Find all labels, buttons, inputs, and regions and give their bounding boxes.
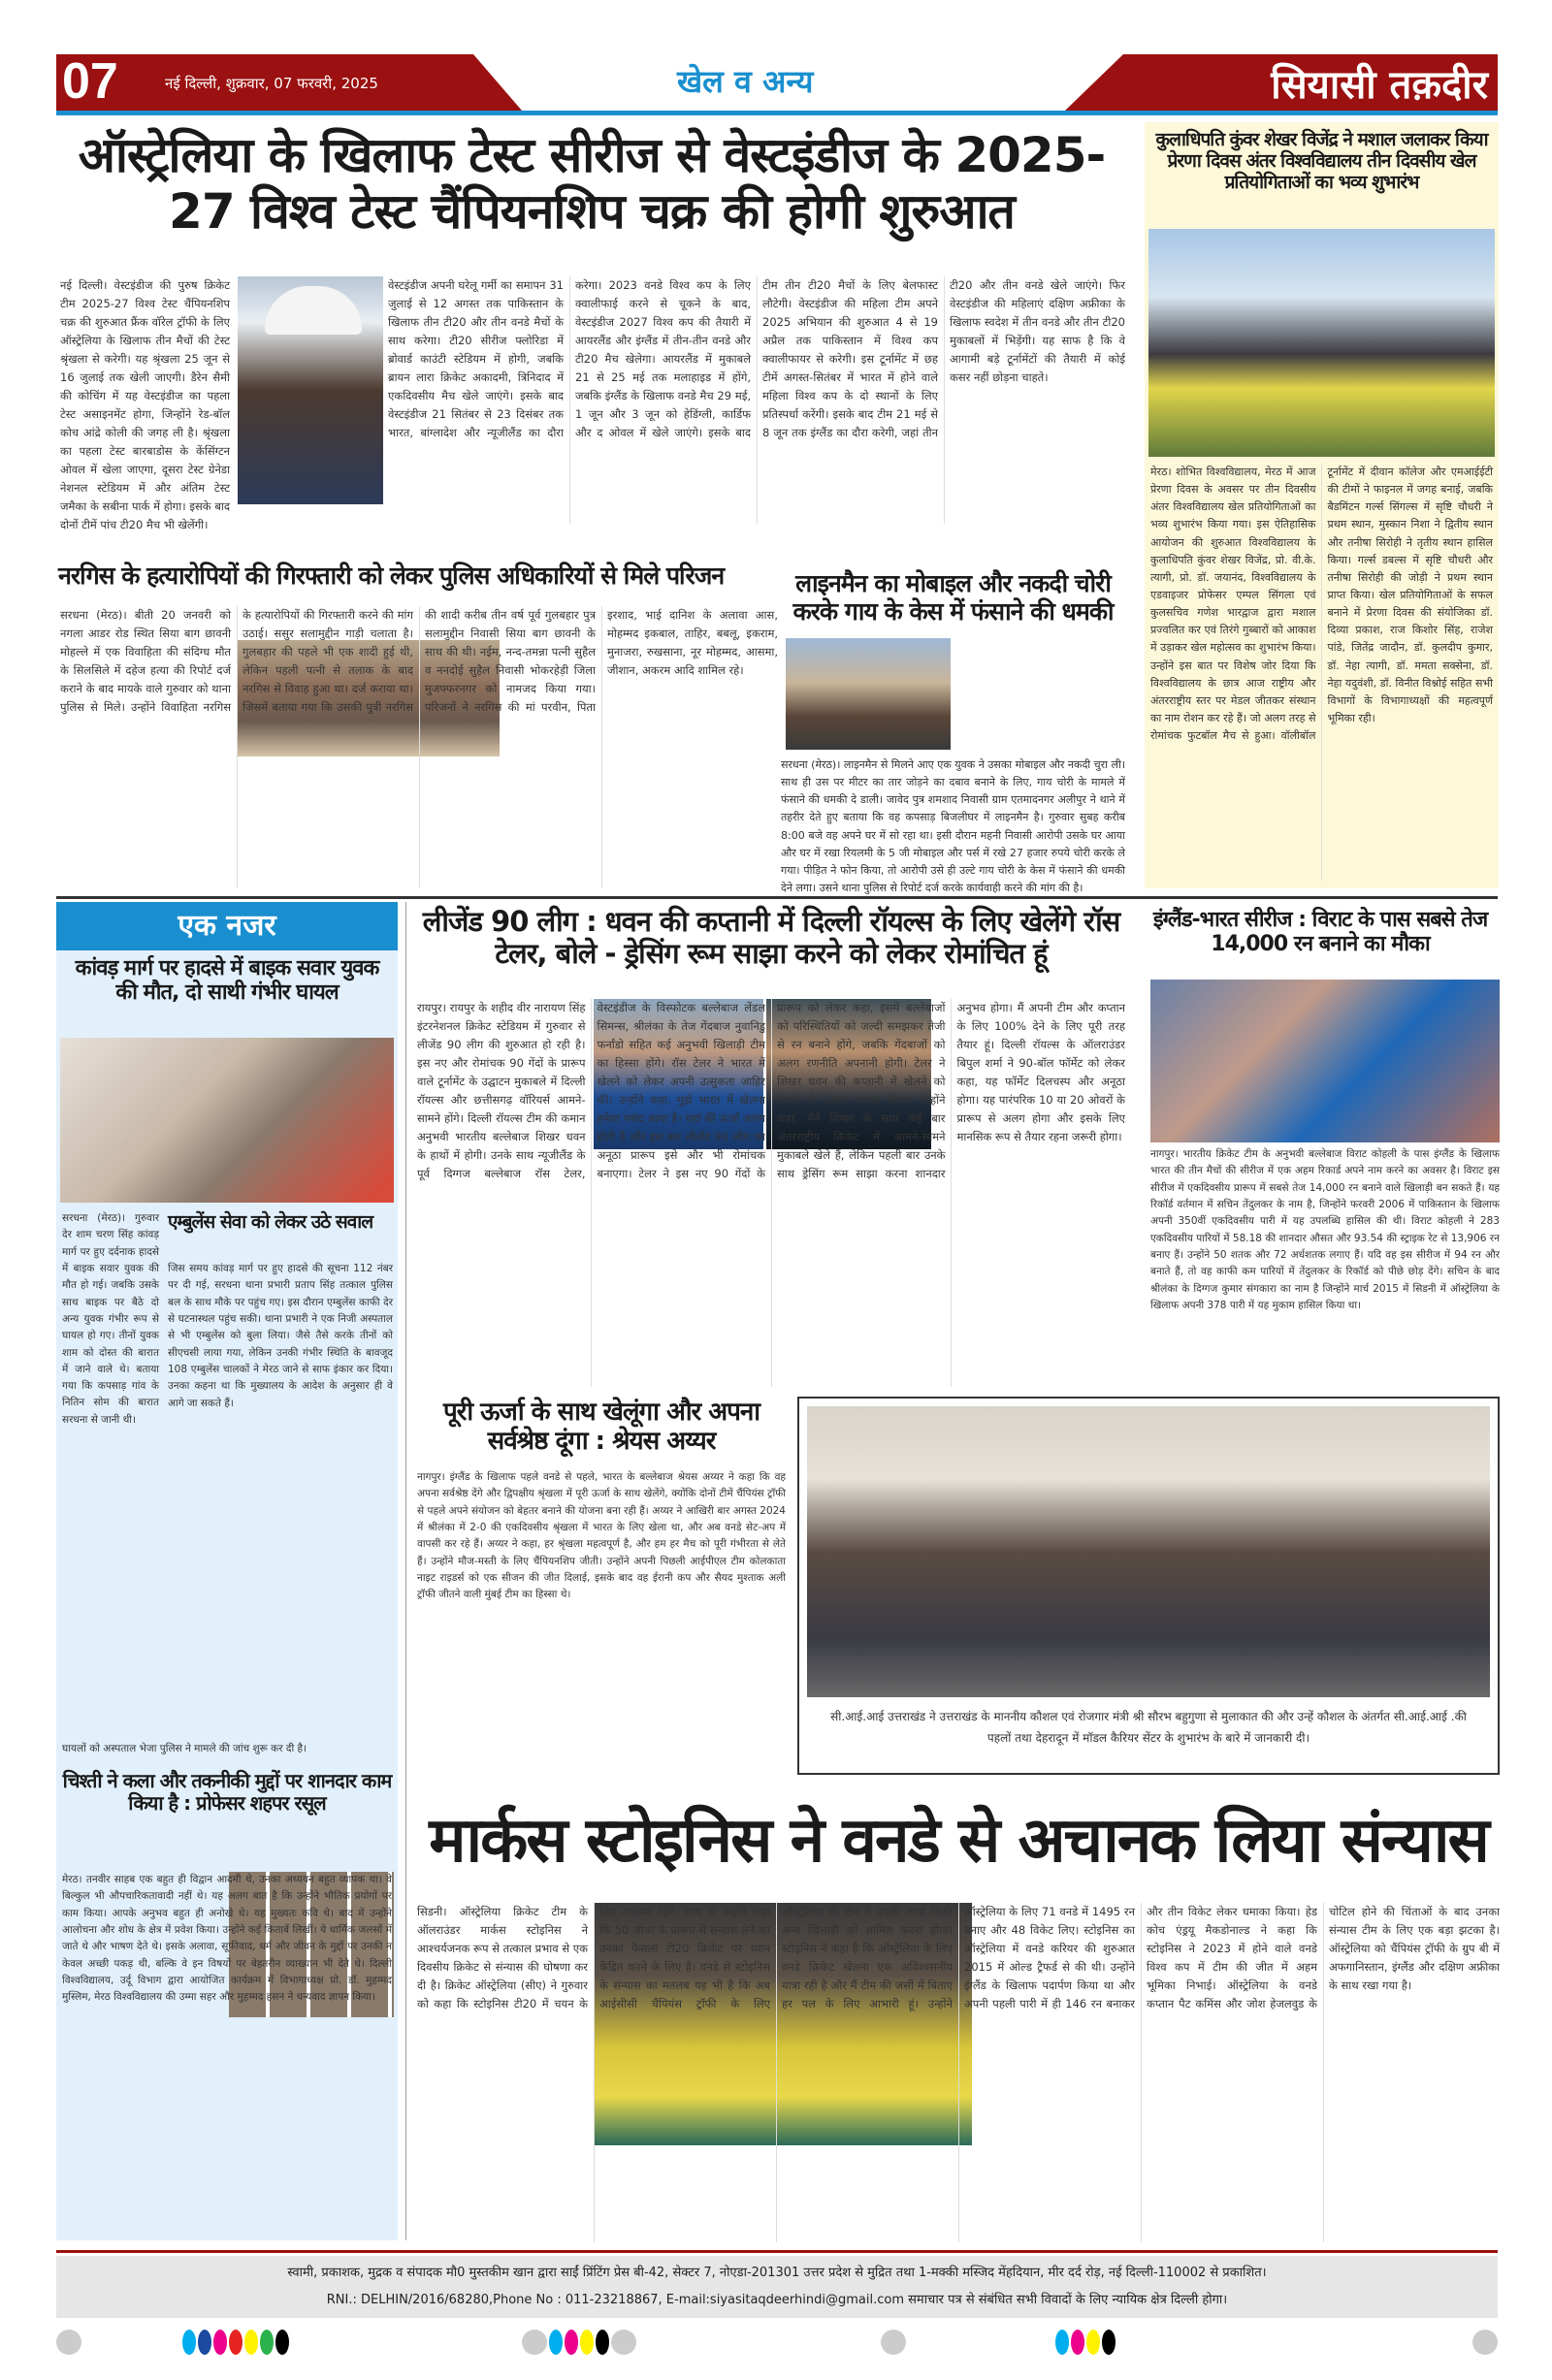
dot — [260, 2330, 274, 2355]
dot — [611, 2330, 636, 2355]
kulpati-body: मेरठ। शोभित विश्वविद्यालय, मेरठ में आज प्रेरणा दिवस के अवसर पर तीन दिवसीय अंतर विश्वविद्यालय खेल प्रतियोगिताओं का भव्य शुभारंभ किया गया। इस ऐतिहासिक आयोजन की शुरुआत विश्वविद्यालय के कुलाधिपति कुंवर शेखर विजेंद्र, प्रो. वी.के. त्यागी, प्रो. डॉ. जयानंद, विश्वविद्यालय के एडवाइजर प्रोफेसर एम्पल सिंगला एवं कुलसचिव गणेश भारद्वाज द्वारा मशाल प्रज्वलित कर एवं तिरंगे गुब्बारों को आकाश में उड़ाकर खेल महोत्सव का शुभारंभ किया। उन्होंने इस बात पर विशेष जोर दिया कि विश्वविद्यालय के छात्र आज राष्ट्रीय और अंतरराष्ट्रीय स्तर पर मेडल जीतकर संस्थान का नाम रोशन कर रहे हैं। जो अलग तरह से रोमांचक फुटबॉल मैच से हुआ। वॉलीबॉल टूर्नामेंट में दीवान कॉलेज और एमआईईटी की टीमों ने फाइनल में जगह बनाई, जबकि बैडमिंटन गर्ल्स सिंगल्स में सृष्टि चौधरी ने प्रथम स्थान, मुस्कान निशा ने द्वितीय स्थान और तनीषा सिरोही ने तृतीय स्थान हासिल किया। गर्ल्स डबल्स में सृष्टि चौधरी और तनीषा सिरोही की जोड़ी ने प्रथम स्थान प्राप्त किया। खेल प्रतियोगिताओं के सफल बनाने में प्रेरणा दिवस की संयोजिका डॉ. दिव्या प्रकाश, राज किशोर सिंह, राजेश पांडे, जितेंद्र जादौन, डॉ. कुलदीप कुमार, डॉ. नेहा त्यागी, डॉ. ममता सक्सेना, डॉ. नेहा यदुवंशी, डॉ. विनीत विश्नोई सहित सभी विभागों के विभागाध्यक्षों की महत्वपूर्ण भूमिका रही। — [1150, 466, 1493, 743]
chishti-headline: चिश्ती ने कला और तकनीकी मुद्दों पर शानदार काम किया है : प्रोफेसर शहपर रसूल — [62, 1769, 392, 1815]
shreyas-headline: पूरी ऊर्जा के साथ खेलूंगा और अपना सर्वश्रेष्ठ दूंगा : श्रेयस अय्यर — [442, 1398, 760, 1456]
imprint-box — [56, 2256, 1498, 2318]
ek-nazar-headline: कांवड़ मार्ग पर हादसे में बाइक सवार युवक की मौत, दो साथी गंभीर घायल — [75, 956, 379, 1006]
lineman-body-side — [960, 635, 1125, 752]
dot — [198, 2330, 211, 2355]
color-dots-3 — [1055, 2330, 1116, 2355]
nargis-body: सरधना (मेरठ)। बीती 20 जनवरी को नगला आडर रोड स्थित सिया बाग छावनी मोहल्ले में एक विवाहिता की संदिग्ध मौत के सिलसिले में दहेज हत्या की रिपोर्ट दर्ज कराने के बाद मायके वाले गुरुवार को थाना पुलिस से मिले। उन्होंने विवाहिता नरगिस के हत्यारोपियों की गिरफ्तारी करने की मांग उठाई। ससुर सलामुद्दीन गाड़ी चलाता है। गुलबहार की पहले भी एक शादी हुई थी, लेकिन पहली पत्नी से तलाक के बाद नरगिस से विवाह हुआ था। दर्ज कराया था। जिसमें बताया गया कि उसकी पुत्री नरगिस की शादी करीब तीन वर्ष पूर्व गुलबहार पुत्र सलामुद्दीन निवासी सिया बाग छावनी के साथ की थी। नईम, नन्द-तमन्ना पत्नी सुहैल व ननदोई सुहैल निवासी भोकरहेड़ी जिला मुजफ्फरनगर को नामजद किया गया। परिजनों ने नरगिस की मां परवीन, पिता इरशाद, भाई दानिश के अलावा आस, मोहम्मद इकबाल, ताहिर, बबलू, इकराम, मुनाजरा, रुखसाना, नूर मोहम्मद, आसमा, जीशान, अकरम आदि शामिल रहे। — [60, 608, 778, 714]
accident-victim-photo — [60, 1038, 394, 1203]
ek-nazar-label: एक नजर — [56, 902, 398, 950]
dot — [213, 2330, 227, 2355]
kulpati-headline: कुलाधिपति कुंवर शेखर विजेंद्र ने मशाल जलाकर किया प्रेरणा दिवस अंतर विश्वविद्यालय तीन दिवसीय खेल प्रतियोगिताओं का भव्य शुभारंभ — [1155, 129, 1488, 193]
cii-meeting-photo — [807, 1406, 1490, 1697]
lineman-photo — [786, 638, 951, 750]
dateline: नई दिल्ली, शुक्रवार, 07 फरवरी, 2025 — [165, 75, 378, 92]
dot — [596, 2330, 609, 2355]
chishti-body: मेरठ। तनवीर साहब एक बहुत ही विद्वान आदमी थे, उनका अध्ययन बहुत व्यापक था। वे बिल्कुल भी औपचारिकतावादी नहीं थे। यह अलग बात है कि उन्होंने भौतिक प्रयोगों पर काम किया। आपके अनुभव बहुत ही अनोखे थे। यह मुख्यतः कवि थे। बाद में उन्होंने आलोचना और शोध के क्षेत्र में प्रवेश किया। उन्होंने कई किताबें लिखीं। ये धार्मिक जलसों में जाते थे और भाषण देते थे। इसके अलावा, सूफीवाद, धर्म और जीवन के मुद्दों पर उनकी न केवल अच्छी पकड़ थी, बल्कि वे इन विषयों पर बेहतरीन व्याख्यान भी देते थे। दिल्ली विश्वविद्यालय, उर्दू विभाग द्वारा आयोजित कार्यक्रम में विभागाध्यक्ष प्रो. डॉ. मुहम्मद मुस्लिम, मेरठ विश्वविद्यालय की उम्मा सहर और मुहम्मद हसन ने धन्यवाद ज्ञापन किया। — [62, 1874, 392, 2004]
virat-kohli-photo — [1150, 980, 1500, 1142]
dot — [580, 2330, 594, 2355]
dot — [275, 2330, 289, 2355]
imprint-line1: स्वामी, प्रकाशक, मुद्रक व संपादक मौ0 मुस्तकीम खान द्वारा साईं प्रिंटिंग प्रेस बी-42, सेक्टर 7, नोएडा-201301 उत्तर प्रदेश से मुद्रित तथा 1-मक्की मस्जिद मेंहदियान, मीर दर्द रोड़, नई दिल्ली-110002 से प्रकाशित। — [287, 2266, 1267, 2280]
imprint-line2: RNI.: DELHIN/2016/68280,Phone No : 011-23218867, E-mail:siyasitaqdeerhindi@gmail.com समाचार पत्र से संबंधित सभी विवादों के लिए न्यायिक क्षेत्र दिल्ली होगा। — [326, 2293, 1228, 2307]
kulpati-box — [1145, 122, 1499, 888]
color-dots-1 — [182, 2330, 289, 2355]
virat-body: नागपुर। भारतीय क्रिकेट टीम के अनुभवी बल्लेबाज विराट कोहली के पास इंग्लैंड के खिलाफ भारत की तीन मैचों की सीरीज में एक अहम रिकार्ड अपने नाम करने का अवसर है। विराट इस सीरीज में एकदिवसीय प्रारूप में सबसे तेज 14,000 रन बनाने वाले खिलाड़ी बन सकते हैं। यह रिकॉर्ड वर्तमान में सचिन तेंदुलकर के नाम है, जिन्होंने फरवरी 2006 में पाकिस्तान के खिलाफ अपनी 350वीं एकदिवसीय पारी में यह उपलब्धि हासिल की थी। विराट कोहली ने 283 एकदिवसीय पारियों में 58.18 की शानदार औसत और 93.54 की स्ट्राइक रेट से 13,906 रन बनाए हैं। उन्होंने 50 शतक और 72 अर्धशतक लगाए हैं। यदि वह इस सीरीज में 94 रन और बनाते हैं, तो वह काफी कम पारियों में तेंदुलकर के रिकॉर्ड को पीछे छोड़ देंगे। सचिन के बाद श्रीलंका के दिग्गज कुमार संगकारा का नाम है जिन्होंने मार्च 2015 में सिडनी में ऑस्ट्रेलिया के खिलाफ अपनी 378 पारी में यह मुकाम हासिल किया था। — [1150, 1148, 1500, 1311]
gray-dot — [881, 2330, 906, 2355]
legends-body: रायपुर। रायपुर के शहीद वीर नारायण सिंह इंटरनेशनल क्रिकेट स्टेडियम में गुरुवार से लीजेंड 90 लीग की शुरुआत हो रही है। इस नए और रोमांचक 90 गेंदों के प्रारूप वाले टूर्नामेंट के उद्घाटन मुकाबले में दिल्ली रॉयल्स और छत्तीसगढ़ वॉरियर्स आमने-सामने होंगे। दिल्ली रॉयल्स टीम की कमान अनुभवी भारतीय बल्लेबाज शिखर धवन के हाथों में होगी। उनके साथ न्यूजीलैंड के पूर्व दिग्गज बल्लेबाज रॉस टेलर, वेस्टइंडीज के विस्फोटक बल्लेबाज लेंडल सिमन्स, श्रीलंका के तेज गेंदबाज नुवानिडु फर्नांडो सहित कई अनुभवी खिलाड़ी टीम का हिस्सा होंगे। रॉस टेलर ने भारत में खेलने को लेकर अपनी उत्सुकता जाहिर की। उन्होंने कहा, मुझे भारत में खेलना हमेशा पसंद आया है। यहां की ऊर्जा अलग होती है और इस बार लीजेंड 90 लीग का अनूठा प्रारूप इसे और भी रोमांचक बनाएगा। टेलर ने इस नए 90 गेंदों के प्रारूप को लेकर कहा, इसमें बल्लेबाजों को परिस्थितियों को जल्दी समझकर तेजी से रन बनाने होंगे, जबकि गेंदबाजों को अलग रणनीति अपनानी होगी। टेलर ने शिखर धवन की कप्तानी में खेलने को लेकर भी उत्साह व्यक्त किया। उन्होंने कहा, मैंने शिखर के साथ कई बार अंतरराष्ट्रीय क्रिकेट में आमने-सामने मुकाबले खेले हैं, लेकिन पहली बार उनके साथ ड्रेसिंग रूम साझा करना शानदार अनुभव होगा। मैं अपनी टीम और कप्तान के लिए 100% देने के लिए पूरी तरह तैयार हूं। दिल्ली रॉयल्स के ऑलराउंडर बिपुल शर्मा ने 90-बॉल फॉर्मेट को लेकर कहा, यह फॉर्मेट दिलचस्प और अनूठा होगा। यह पारंपरिक 10 या 20 ओवरों के प्रारूप से अलग होगा और इसके लिए मानसिक रूप से तैयार रहना जरूरी होगा। — [417, 1001, 1125, 1180]
dot — [565, 2330, 578, 2355]
masthead-rule — [56, 111, 1498, 115]
paper-name: सियासी तक़दीर — [1271, 63, 1488, 108]
gray-dot — [56, 2330, 81, 2355]
shreyas-body: नागपुर। इंग्लैंड के खिलाफ पहले वनडे से पहले, भारत के बल्लेबाज श्रेयस अय्यर ने कहा कि वह अपना सर्वश्रेष्ठ देंगे और द्विपक्षीय श्रृंखला में पूरी ऊर्जा के साथ खेलेंगे, क्योंकि दोनों टीमें चैंपियंस ट्रॉफी से पहले अपने संयोजन को बेहतर बनाने की योजना बना रही हैं। अय्यर ने आखिरी बार अगस्त 2024 में श्रीलंका में 2-0 की एकदिवसीय श्रृंखला में भारत के लिए खेला था, और अब वनडे सेट-अप में वापसी कर रहे हैं। अय्यर ने कहा, हर श्रृंखला महत्वपूर्ण है, और हम हर मैच को पूरी गंभीरता से लेते हैं। उन्होंने मौज-मस्ती के लिए चैंपियनशिप जीती। उन्होंने अपनी पिछली आईपीएल टीम कोलकाता नाइट राइडर्स को एक सीजन की जीत दिलाई, इसके बाद वह ईरानी कप और सैयद मुश्ताक अली ट्रॉफी जीतने वाली मुंबई टीम का हिस्सा थे। — [417, 1471, 786, 1601]
cap-shape — [265, 286, 362, 335]
ambulance-body: जिस समय कांवड़ मार्ग पर हुए हादसे की सूचना 112 नंबर पर दी गई, सरधना थाना प्रभारी प्रताप सिंह तत्काल पुलिस बल के साथ मौके पर पहुंच गए। इस दौरान एम्बुलेंस काफी देर से घटनास्थल पहुंच सकी। थाना प्रभारी ने एक निजी अस्पताल से भी एम्बुलेंस को बुला लिया। जैसे तैसे करके तीनों को सीएचसी लाया गया, लेकिन उनकी गंभीर स्थिति के बावजूद 108 एम्बुलेंस चालकों ने मेरठ जाने से साफ इंकार कर दिया। उनका कहना था कि मुख्यालय के आदेश के अनुसार ही वे आगे जा सकते हैं। — [168, 1263, 393, 1409]
lineman-headline: लाइनमैन का मोबाइल और नकदी चोरी करके गाय के केस में फंसाने की धमकी — [792, 569, 1114, 626]
dot — [1071, 2330, 1084, 2355]
ambulance-subheading: एम्बुलेंस सेवा को लेकर उठे सवाल — [168, 1211, 373, 1233]
section-divider — [56, 896, 1498, 899]
dot — [1055, 2330, 1069, 2355]
stoinis-body: सिडनी। ऑस्ट्रेलिया क्रिकेट टीम के ऑलराउंडर मार्कस स्टोइनिस ने आश्चर्यजनक रूप से तत्काल प्रभाव से एक दिवसीय क्रिकेट से संन्यास की घोषणा कर दी है। क्रिकेट ऑस्ट्रेलिया (सीए) ने गुरुवार को कहा कि स्टोइनिस टी20 में चयन के लिए उपलब्ध रहेंगे, साथ ही उन्होंने कहा कि 50 ओवर के प्रारूप से संन्यास लेने का उनका फैसला टी20 क्रिकेट पर ध्यान केंद्रित करने के लिए है। वनडे से स्टोइनिस के संन्यास का मतलब यह भी है कि अब आईसीसी चैंपियंस ट्रॉफी के लिए ऑस्ट्रेलिया की टीम में उनकी जगह किसी अन्य खिलाड़ी को शामिल करना होगा। स्टोइनिस ने कहा है कि ऑस्ट्रेलिया के लिए वनडे क्रिकेट खेलना एक अविश्वसनीय यात्रा रही है और मैं टीम की जर्सी में बिताए हर पल के लिए आभारी हूं। उन्होंने ऑस्ट्रेलिया के लिए 71 वनडे में 1495 रन बनाए और 48 विकेट लिए। स्टोइनिस का ऑस्ट्रेलिया में वनडे करियर की शुरुआत 2015 में ओल्ड ट्रैफर्ड से की थी। उन्होंने इंग्लैंड के खिलाफ पदार्पण किया था और अपनी पहली पारी में ही 146 रन बनाकर और तीन विकेट लेकर धमाका किया। हेड कोच एंड्रयू मैकडोनाल्ड ने कहा कि स्टोइनिस ने 2023 में होने वाले वनडे विश्व कप में टीम की जीत में अहम भूमिका निभाई। ऑस्ट्रेलिया के वनडे कप्तान पैट कमिंस और जोश हेजलवुड के चोटिल होने की चिंताओं के बाद उनका संन्यास टीम के लिए एक बड़ा झटका है। ऑस्ट्रेलिया को चैंपियंस ट्रॉफी के ग्रुप बी में अफगानिस्तान, इंग्लैंड और दक्षिण अफ्रीका के साथ रखा गया है। — [417, 1905, 1500, 2010]
legends-headline: लीजेंड 90 लीग : धवन की कप्तानी में दिल्ली रॉयल्स के लिए खेलेंगे रॉस टेलर, बोले - ड्रेसिंग रूम साझा करने को लेकर रोमांचित हूं — [422, 905, 1120, 971]
dot — [1086, 2330, 1100, 2355]
dot — [182, 2330, 196, 2355]
gray-dot — [1472, 2330, 1498, 2355]
footer-rule — [56, 2250, 1498, 2253]
lineman-body: सरधना (मेरठ)। लाइनमैन से मिलने आए एक युवक ने उसका मोबाइल और नकदी चुरा ली। साथ ही उस पर मीटर का तार जोड़ने का दबाव बनाने के लिए, गाय चोरी के मामले में फंसाने की धमकी दे डाली। जावेद पुत्र शमशाद निवासी ग्राम एतमादनगर अलीपुर ने थाने में तहरीर देते हुए बताया कि वह कपसाड़ बिजलीघर में लाइनमैन है। गुरुवार सुबह करीब 8:00 बजे वह अपने घर में सो रहा था। इसी दौरान महनी निवासी आरोपी उसके घर आया और घर में रखा रियलमी के 5 जी मोबाइल और पर्स में रखे 27 हजार रुपये चोरी करके ले गया। पीड़ित ने फोन किया, तो आरोपी उसे ही उल्टे गाय चोरी के केस में फंसाने की धमकी देने लगा। उसने थाना पुलिस से रिपोर्ट दर्ज करके कार्यवाही करने की मांग की है। — [781, 758, 1125, 894]
ek-nazar-tail: घायलों को अस्पताल भेजा पुलिस ने मामले की जांच शुरू कर दी है। — [62, 1743, 307, 1754]
ek-nazar-box — [56, 902, 398, 2240]
stoinis-headline: मार्कस स्टोइनिस ने वनडे से अचानक लिया संन्यास — [429, 1805, 1488, 1877]
dot — [549, 2330, 563, 2355]
dot — [244, 2330, 258, 2355]
section-title: खेल व अन्य — [677, 63, 814, 100]
nargis-headline: नरगिस के हत्यारोपियों की गिरफ्तारी को लेकर पुलिस अधिकारियों से मिले परिजन — [58, 562, 725, 590]
registration-marks — [56, 2326, 1498, 2361]
masthead — [56, 54, 1498, 114]
page-number: 07 — [62, 53, 118, 110]
dot — [229, 2330, 242, 2355]
dot — [1102, 2330, 1116, 2355]
lead-body-col1: नई दिल्ली। वेस्टइंडीज की पुरुष क्रिकेट टीम 2025-27 विश्व टेस्ट चैंपियनशिप चक्र की शुरुआत फ्रैंक वॉरेल ट्रॉफी के लिए ऑस्ट्रेलिया के खिलाफ तीन मैचों की टेस्ट श्रृंखला से करेगी। यह श्रृंखला 25 जून से 16 जुलाई तक खेली जाएगी। डैरेन सैमी की कोचिंग में यह वेस्टइंडीज का पहला टेस्ट असाइनमेंट होगा, जिन्होंने रेड-बॉल कोच आंद्रे कोली की जगह ली है। श्रृंखला का पहला टेस्ट बारबाडोस के केंसिंग्टन ओवल में खेला जाएगा, दूसरा टेस्ट ग्रेनेडा नेशनल स्टेडियम में और अंतिम टेस्ट जमैका के सबीना पार्क में होगा। इसके बाद दोनों टीमें पांच टी20 मैच भी खेलेंगी। — [60, 278, 230, 531]
virat-headline: इंग्लैंड-भारत सीरीज : विराट के पास सबसे तेज 14,000 रन बनाने का मौका — [1152, 908, 1488, 957]
lead-headline: ऑस्ट्रेलिया के खिलाफ टेस्ट सीरीज से वेस्टइंडीज के 2025-27 विश्व टेस्ट चैंपियनशिप चक्र की होगी शुरुआत — [78, 127, 1106, 240]
column-rule — [405, 902, 406, 2240]
color-dots-2 — [522, 2330, 636, 2355]
ek-nazar-body: सरधना (मेरठ)। गुरुवार देर शाम चरण सिंह कांवड़ मार्ग पर हुए दर्दनाक हादसे में बाइक सवार युवक की मौत हो गई। जबकि उसके साथ बाइक पर बैठे दो अन्य युवक गंभीर रूप से घायल हो गए। तीनों युवक शाम को दोस्त की बारात में जाने वाले थे। बताया गया कि कपसाड़ गांव के नितिन सोम की बारात सरधना से जानी थी। — [62, 1212, 159, 1426]
lead-photo-daren-sammy — [238, 276, 383, 504]
dot — [522, 2330, 547, 2355]
lead-body-cols: वेस्टइंडीज अपनी घरेलू गर्मी का समापन 31 जुलाई से 12 अगस्त तक पाकिस्तान के खिलाफ तीन टी20 और तीन वनडे मैचों के साथ करेगा। टी20 सीरीज फ्लोरिडा में ब्रोवार्ड काउंटी स्टेडियम में होगी, जबकि ब्रायन लारा क्रिकेट अकादमी, त्रिनिदाद में एकदिवसीय मैच खेले जाएंगे। इसके बाद वेस्टइंडीज 21 सितंबर से 23 दिसंबर तक भारत, बांग्लादेश और न्यूजीलैंड का दौरा करेगा। 2023 वनडे विश्व कप के लिए क्वालीफाई करने से चूकने के बाद, वेस्टइंडीज 2027 विश्व कप की तैयारी में आयरलैंड और इंग्लैंड में तीन-तीन वनडे और टी20 मैच खेलेगा। आयरलैंड में मुकाबले 21 से 25 मई तक मलाहाइड में होंगे, जबकि इंग्लैंड के खिलाफ वनडे मैच 29 मई, 1 जून और 3 जून को हेडिंग्ली, कार्डिफ और द ओवल में खेले जाएंगे। इसके बाद टीम तीन टी20 मैचों के लिए बेलफास्ट लौटेगी। वेस्टइंडीज की महिला टीम अपने 2025 अभियान की शुरुआत 4 से 19 अप्रैल तक पाकिस्तान में विश्व कप क्वालीफायर से करेगी। इस टूर्नामेंट में छह टीमें अगस्त-सितंबर में भारत में होने वाले महिला विश्व कप के दो स्थानों के लिए प्रतिस्पर्धा करेंगी। इसके बाद टीम 21 मई से 8 जून तक इंग्लैंड का दौरा करेगी, जहां तीन टी20 और तीन वनडे खेले जाएंगे। फिर वेस्टइंडीज की महिलाएं दक्षिण अफ्रीका के खिलाफ स्वदेश में तीन वनडे और तीन टी20 मुकाबलों में भिड़ेंगी। यह साफ है कि वे आगामी बड़े टूर्नामेंटों की तैयारी में कोई कसर नहीं छोड़ना चाहते। — [388, 278, 1125, 439]
cii-caption: सी.आई.आई उत्तराखंड ने उत्तराखंड के माननीय कौशल एवं रोजगार मंत्री श्री सौरभ बहुगुणा से मुलाकात की और उन्हें कौशल के अंतर्गत सी.आई.आई .की पहलों तथा देहरादून में मॉडल कैरियर सेंटर के शुभारंभ के बारे में जानकारी दी। — [830, 1710, 1467, 1745]
kulpati-torch-photo — [1148, 229, 1495, 457]
cii-photo-box — [797, 1397, 1500, 1775]
